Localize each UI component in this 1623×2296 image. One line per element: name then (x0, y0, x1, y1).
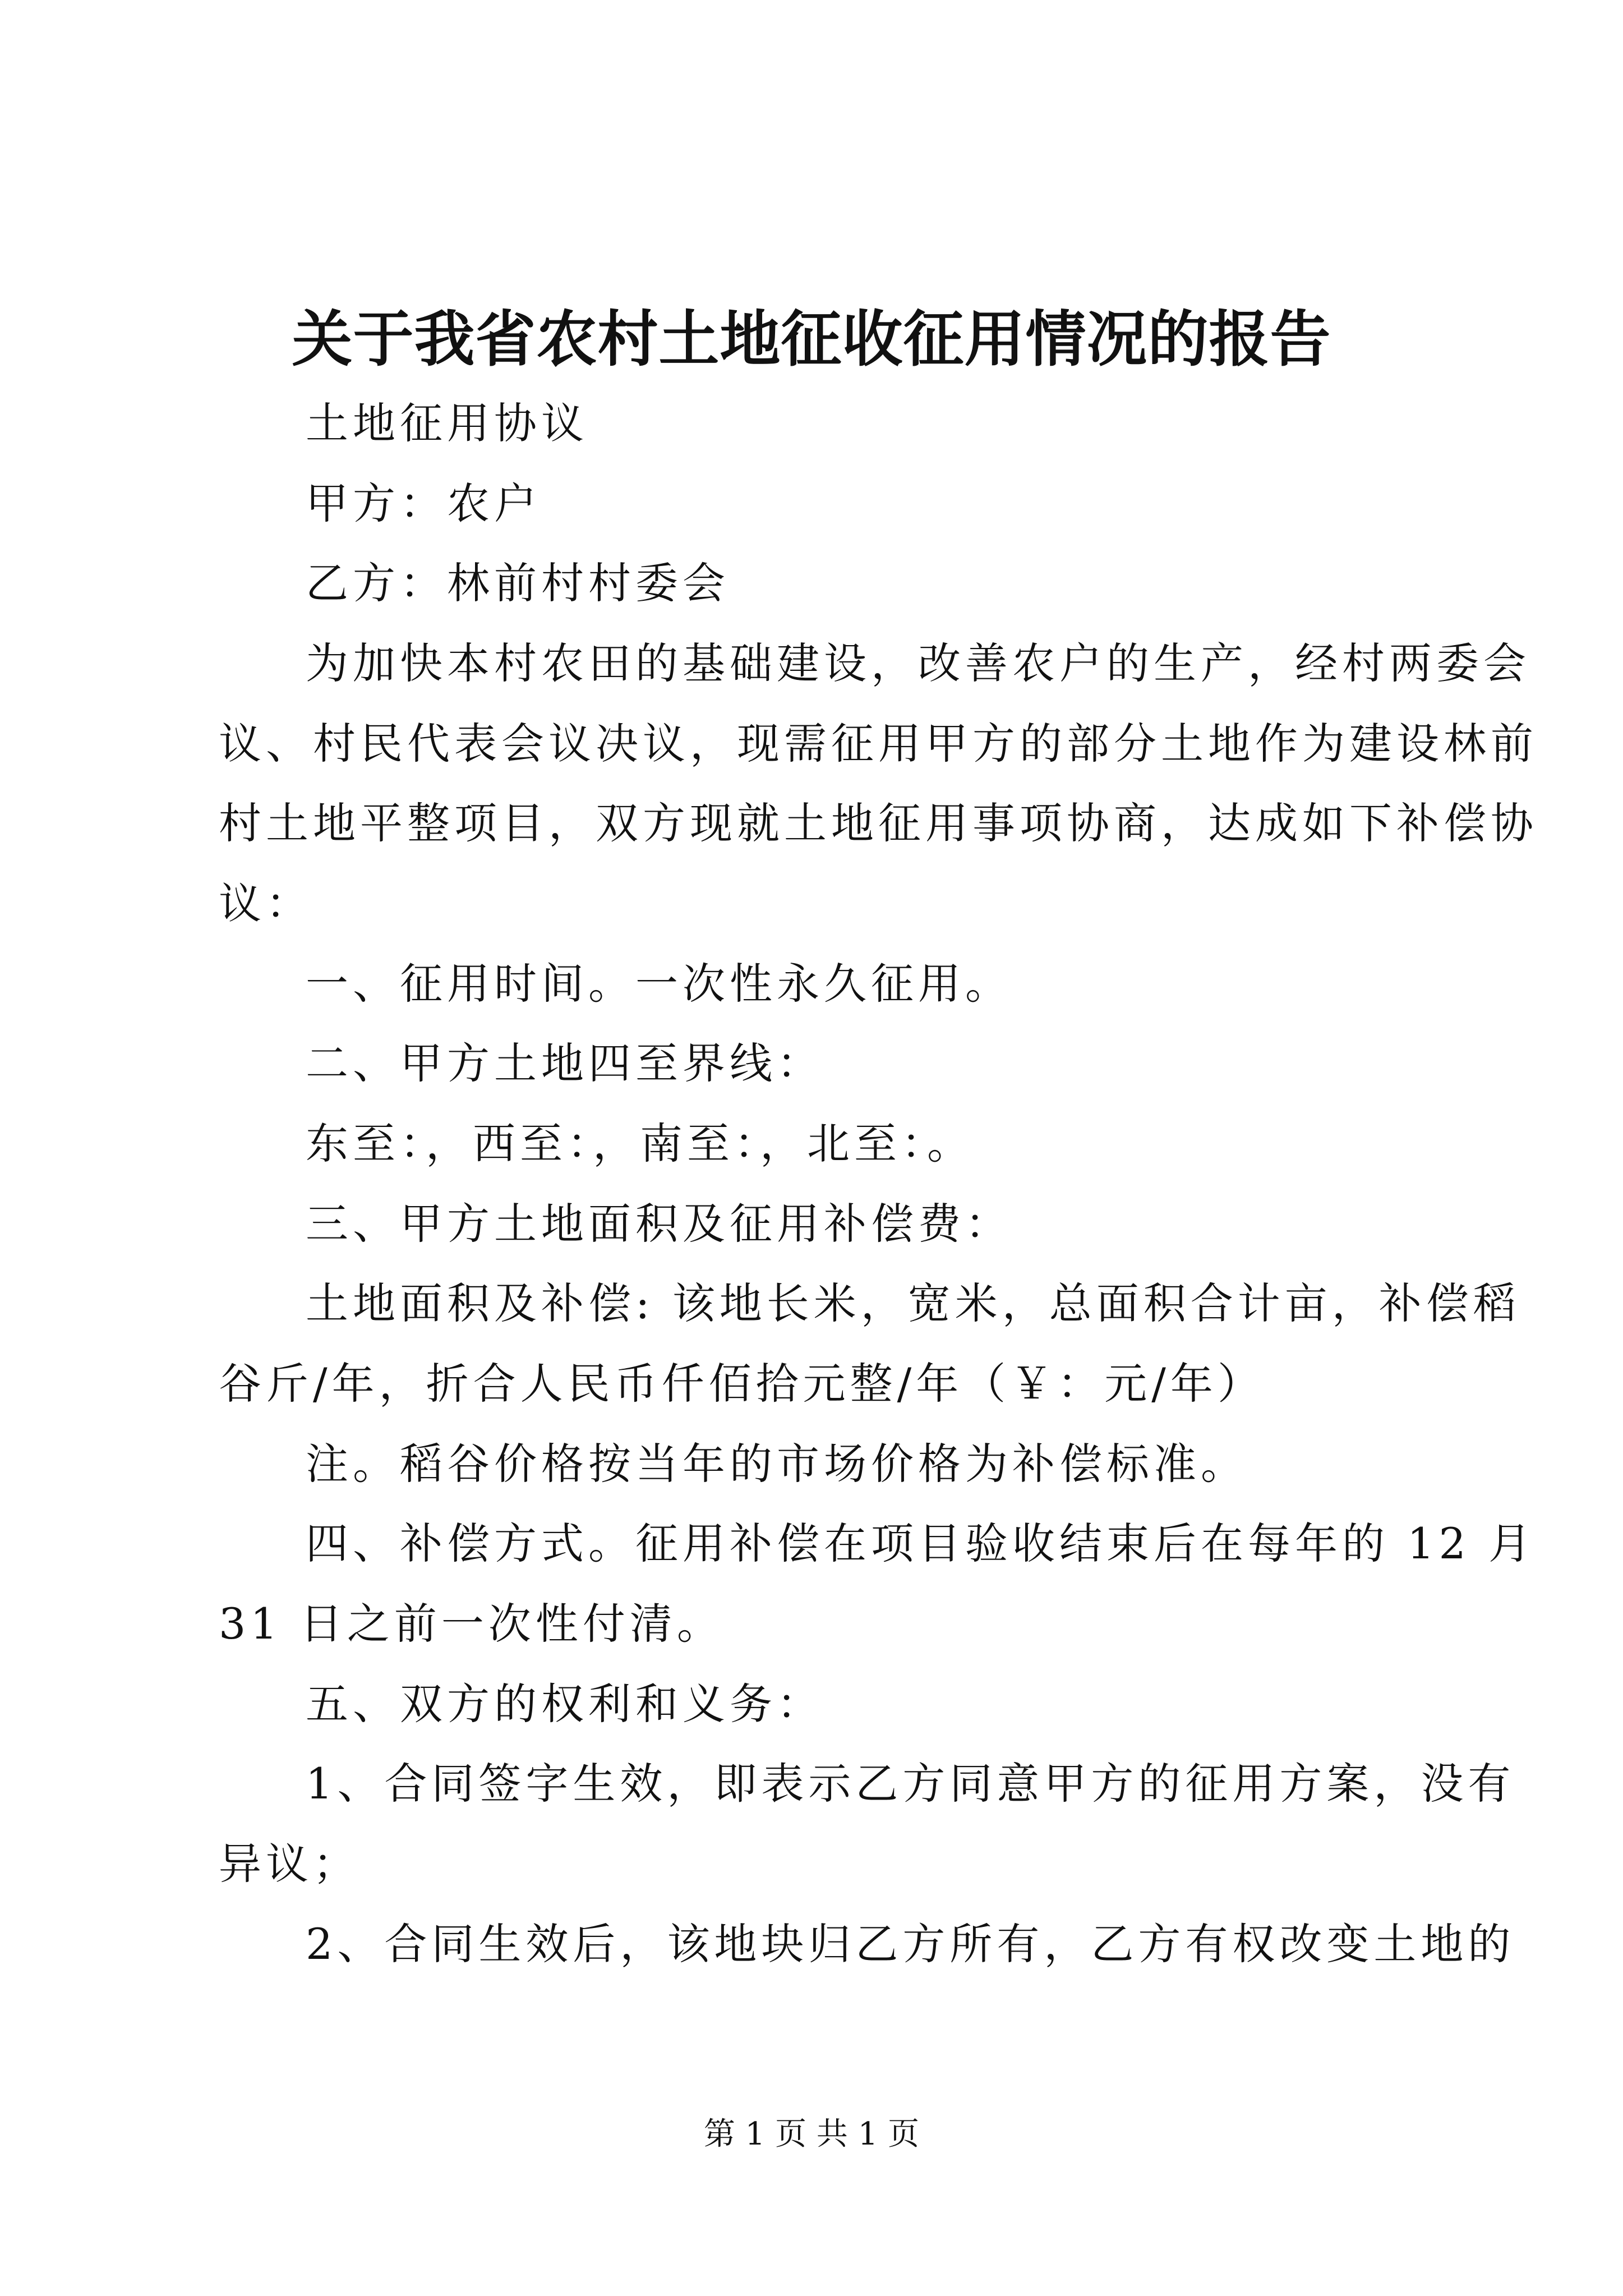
text-line: 议： (219, 878, 313, 928)
text-line: 议、村民代表会议决议，现需征用甲方的部分土地作为建设林前 (219, 719, 1538, 769)
text-line: 二、甲方土地四至界线： (306, 1038, 824, 1088)
text-line: 2、合同生效后，该地块归乙方所有，乙方有权改变土地的 (306, 1919, 1515, 1969)
text-line: 甲方：农户 (306, 478, 541, 528)
text-line: 东至：，西至：，南至：，北至：。 (306, 1119, 974, 1168)
page-footer: 第 1 页 共 1 页 (703, 2116, 920, 2152)
text-line: 三、甲方土地面积及征用补偿费： (306, 1199, 1012, 1249)
text-line: 村土地平整项目，双方现就土地征用事项协商，达成如下补偿协 (219, 798, 1538, 848)
text-line: 注。稻谷价格按当年的市场价格为补偿标准。 (306, 1439, 1248, 1489)
document-title: 关于我省农村土地征收征用情况的报告 (292, 304, 1331, 375)
text-line: 一、征用时间。一次性永久征用。 (306, 959, 1012, 1009)
text-line: 乙方：林前村村委会 (306, 558, 730, 608)
text-line: 1、合同签字生效，即表示乙方同意甲方的征用方案，没有 (306, 1759, 1515, 1809)
text-line: 谷斤/年，折合人民币仟佰拾元整/年（￥：元/年） (219, 1359, 1265, 1409)
text-line: 为加快本村农田的基础建设，改善农户的生产，经村两委会 (306, 638, 1530, 688)
text-line: 土地面积及补偿: 该地长米，宽米，总面积合计亩，补偿稻 (306, 1278, 1520, 1328)
text-line: 四、补偿方式。征用补偿在项目验收结束后在每年的 12 月 (306, 1519, 1536, 1568)
text-line: 土地征用协议 (306, 398, 588, 448)
text-line: 五、双方的权利和义务： (306, 1679, 824, 1729)
text-line: 异议； (219, 1839, 360, 1889)
text-line: 31 日之前一次性付清。 (219, 1599, 724, 1649)
